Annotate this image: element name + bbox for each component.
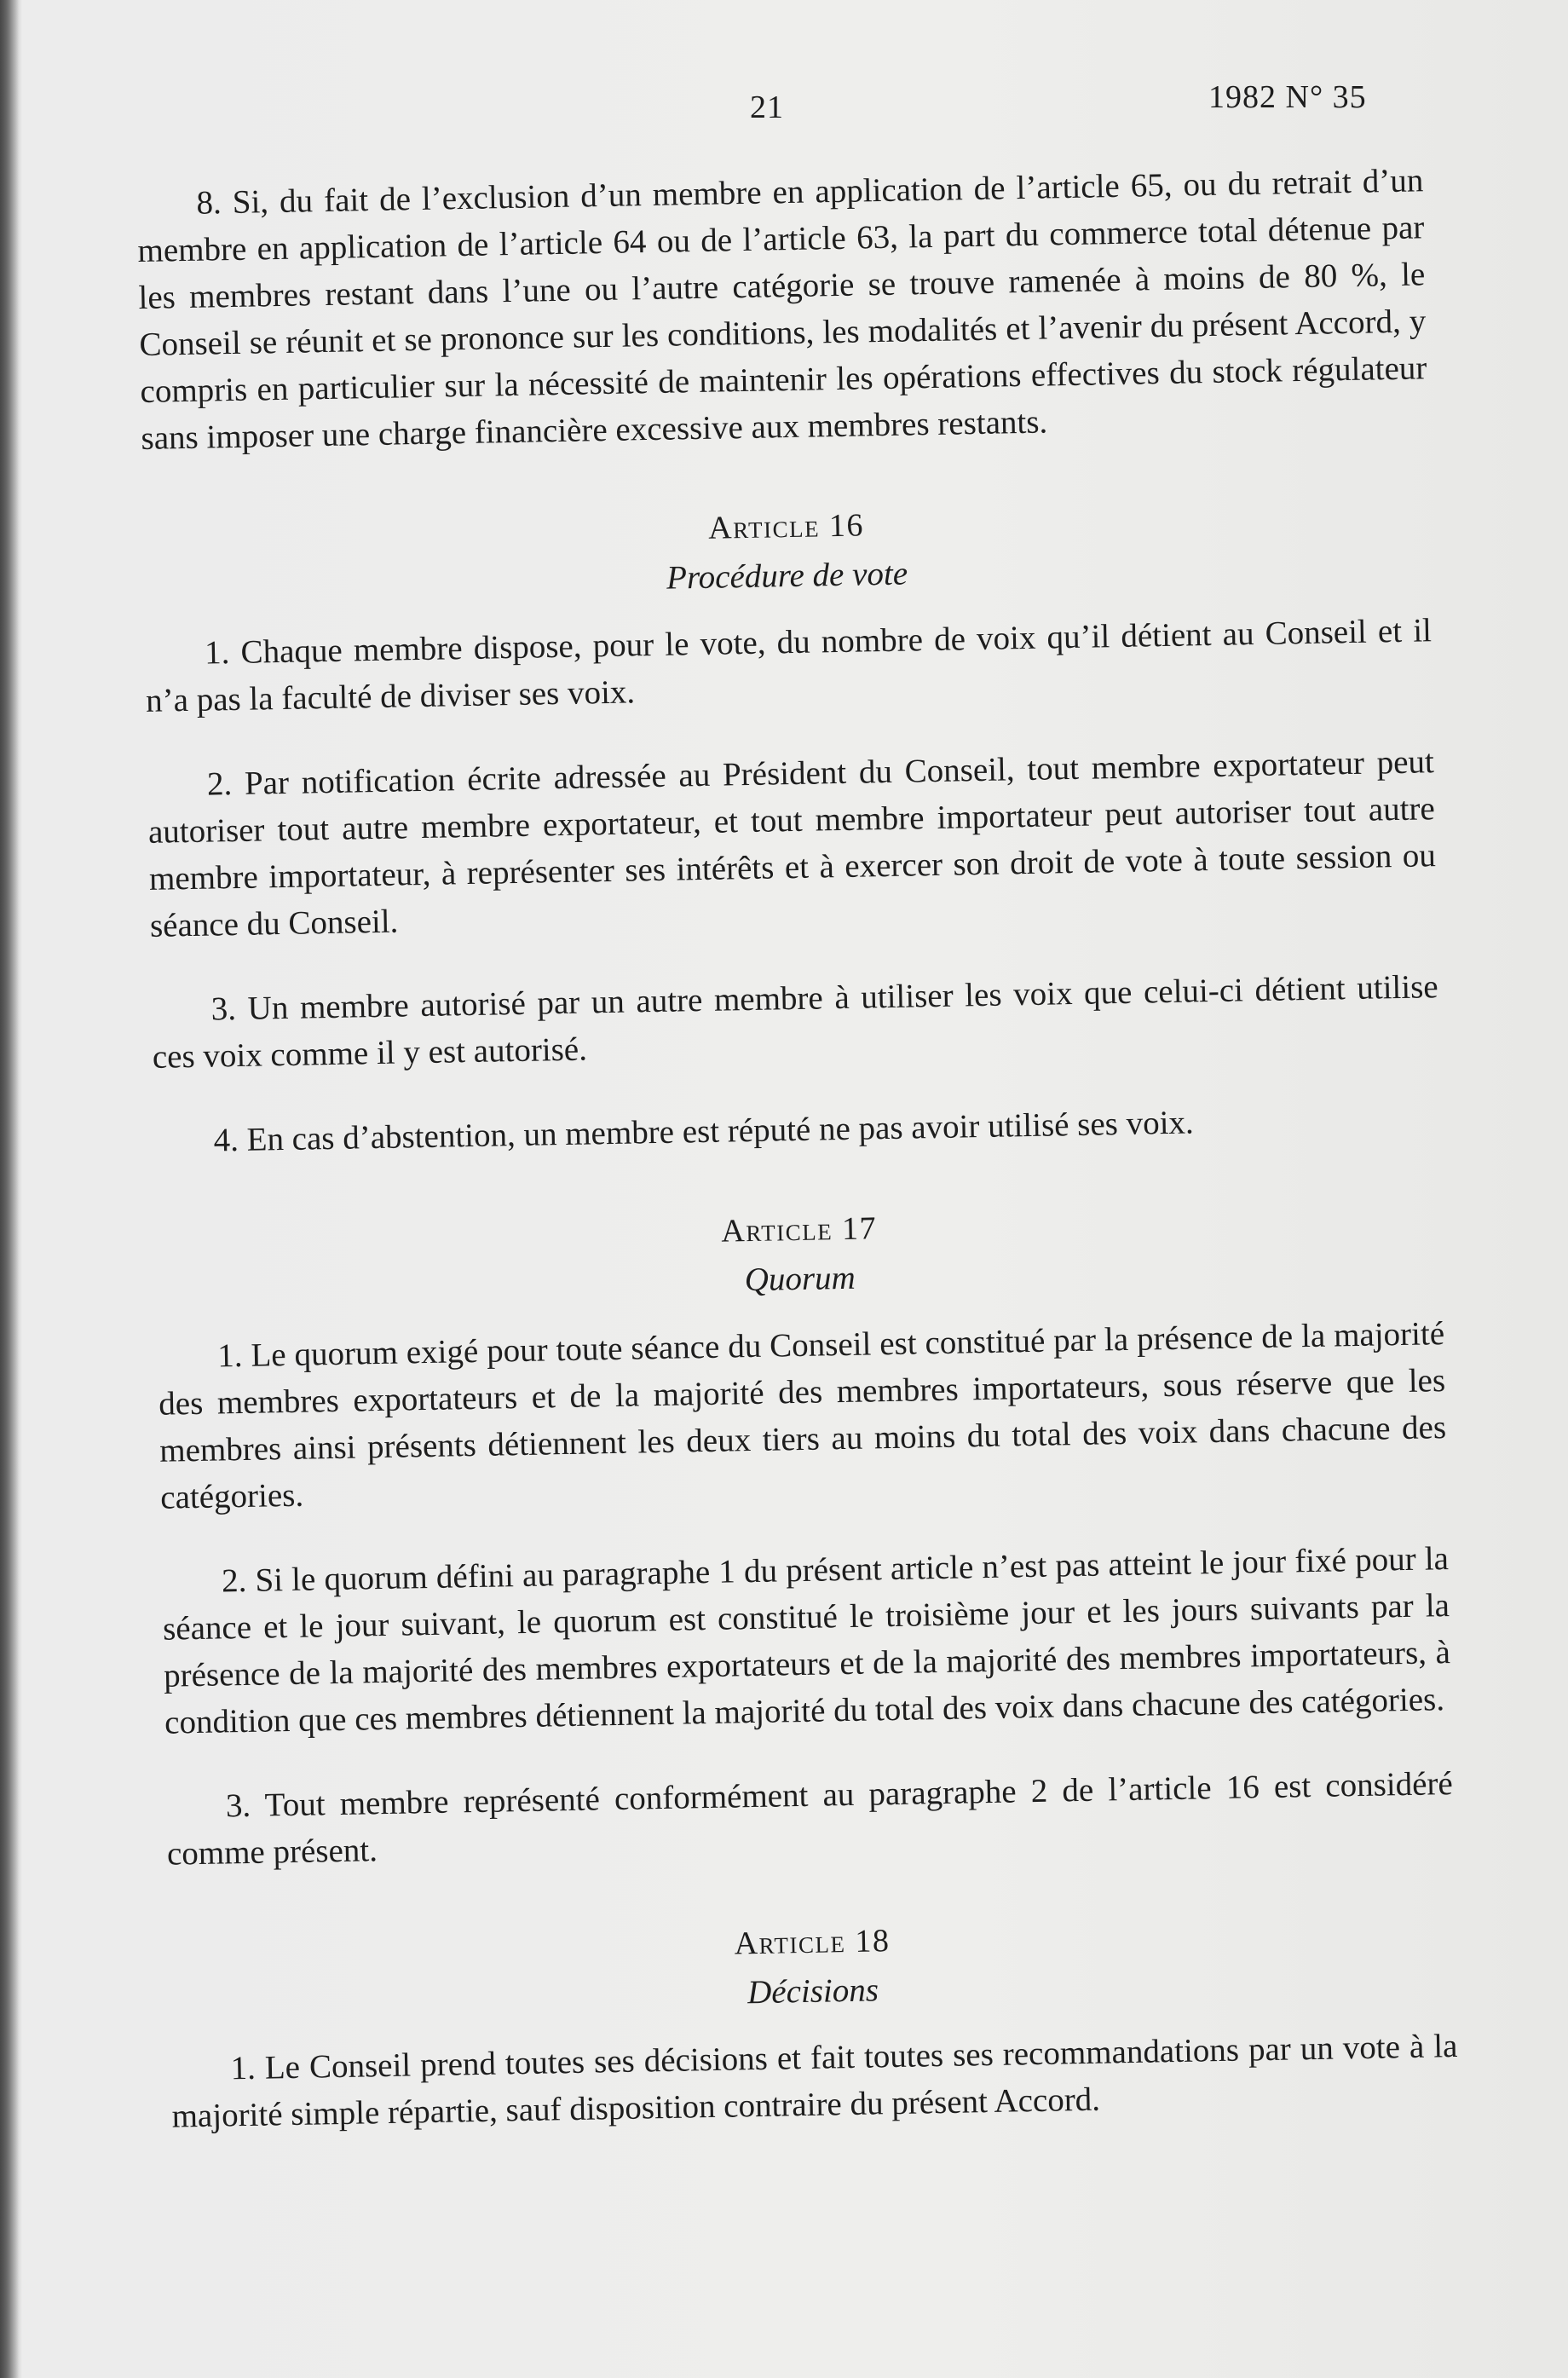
article-16-paragraph-1: 1. Chaque membre dispose, pour le vote, du nombre de voix qu’il détient au Conseil et il n’a pas la faculté de diviser ses voix. xyxy=(145,612,1433,719)
article-17-paragraph-1: 1. Le quorum exigé pour toute séance du Conseil est constitué par la présence de la majorité des membres exportateurs et de la majorité des membres importateurs, sous réserve que les membres ainsi présents détiennent les deux tiers au moins du total des voix dans chacune des catégories. xyxy=(158,1315,1447,1516)
article-18-subtitle: Décisions xyxy=(747,1971,879,2011)
article-18-heading: Article 18 xyxy=(734,1923,891,1962)
journal-reference: 1982 N° 35 xyxy=(1208,79,1367,115)
article-16-subtitle: Procédure de vote xyxy=(666,555,908,597)
article-18-paragraph-1: 1. Le Conseil prend toutes ses décisions et fait toutes ses recommandations par un vote à la majorité simple répartie, sauf disposition contraire du présent Accord. xyxy=(171,2027,1458,2135)
article-17-subtitle: Quorum xyxy=(744,1259,856,1299)
document-body xyxy=(136,157,1460,2177)
page-number: 21 xyxy=(750,89,784,125)
page-header xyxy=(0,78,1568,130)
article-16-paragraph-3: 3. Un membre autorisé par un autre membre à utiliser les voix que celui-ci détient utilise ces voix comme il y est autorisé. xyxy=(152,968,1438,1076)
paragraph-8: 8. Si, du fait de l’exclusion d’un membre en application de l’article 65, ou du retrait d’un membre en application de l’article 64 ou de l’article 63, la part du commerce total détenue par les membres restant dans l’une ou l’autre catégorie se trouve ramenée à moins de 80 %, le Conseil se réunit et se prononce sur les conditions, les modalités et l’avenir du présent Accord, y compris en particulier sur la nécessité de maintenir les opérations effectives du stock régulateur sans imposer une charge financière excessive aux membres restants. xyxy=(137,162,1427,457)
binding-shadow xyxy=(0,0,22,2378)
article-16-paragraph-2: 2. Par notification écrite adressée au Président du Conseil, tout membre exportateur peut autoriser tout autre membre exportateur, et tout membre importateur peut autoriser tout autre membre importateur, à représenter ses intérêts et à exercer son droit de vote à toute session ou séance du Conseil. xyxy=(147,743,1437,944)
article-17-heading: Article 17 xyxy=(720,1210,878,1250)
article-16-heading: Article 16 xyxy=(707,507,865,546)
article-16-paragraph-4: 4. En cas d’abstention, un membre est réputé ne pas avoir utilisé ses voix. xyxy=(213,1104,1195,1159)
article-17-paragraph-3: 3. Tout membre représenté conformément au paragraphe 2 de l’article 16 est considéré comme présent. xyxy=(166,1765,1454,1873)
article-17-paragraph-2: 2. Si le quorum défini au paragraphe 1 du présent article n’est pas atteint le jour fixé pour la séance et le jour suivant, le quorum est constitué le troisième jour et les jours suivants par la présence de la majorité des membres exportateurs et de la majorité des membres importateurs, à condition que ces membres détiennent la majorité du total des voix dans chacune des catégories. xyxy=(162,1540,1451,1741)
